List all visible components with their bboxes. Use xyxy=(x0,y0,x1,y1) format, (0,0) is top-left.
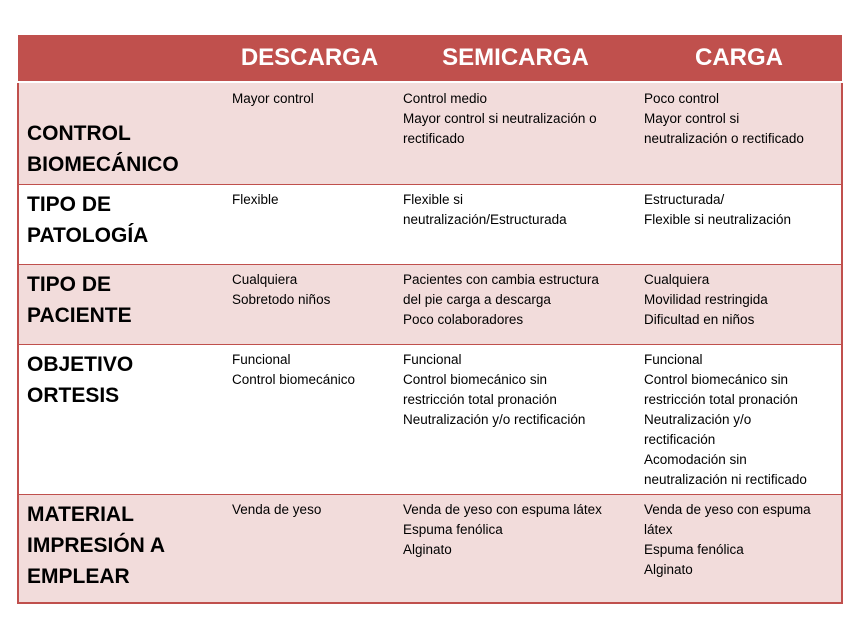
header-row xyxy=(18,35,842,82)
row-label-material-impresion xyxy=(18,495,224,604)
cell-line: Movilidad restringida xyxy=(644,292,768,307)
row-label-line: IMPRESIÓN A xyxy=(27,534,166,557)
comparison-table xyxy=(17,35,843,604)
cell-line: Cualquiera xyxy=(644,272,710,287)
row-label-line: ORTESIS xyxy=(27,384,120,407)
cell-carga xyxy=(636,82,842,185)
cell-semicarga xyxy=(395,185,636,265)
cell-carga xyxy=(636,495,842,604)
cell-descarga xyxy=(224,185,395,265)
header-carga: CARGA xyxy=(636,35,842,82)
cell-line: Control medio xyxy=(403,91,488,106)
row-label-tipo-de-patologia xyxy=(18,185,224,265)
cell-line: Mayor control si xyxy=(644,111,740,126)
cell-line: Control biomecánico xyxy=(232,372,356,387)
cell-semicarga xyxy=(395,495,636,604)
header-descarga: DESCARGA xyxy=(224,35,395,82)
row-label-line: TIPO DE xyxy=(27,193,112,216)
cell-line: látex xyxy=(644,522,673,537)
cell-line: Funcional xyxy=(403,352,462,367)
cell-line: restricción total pronación xyxy=(644,392,798,407)
cell-line: Mayor control xyxy=(232,91,314,106)
cell-line: Venda de yeso con espuma látex xyxy=(403,502,602,517)
row-label-line: EMPLEAR xyxy=(27,565,130,588)
cell-line: Control biomecánico sin xyxy=(403,372,548,387)
cell-line: Espuma fenólica xyxy=(403,522,503,537)
cell-line: neutralización ni rectificado xyxy=(644,472,807,487)
cell-carga xyxy=(636,345,842,495)
cell-line: Venda de yeso xyxy=(232,502,322,517)
cell-line: restricción total pronación xyxy=(403,392,557,407)
cell-line: Venda de yeso con espuma xyxy=(644,502,811,517)
cell-line: Pacientes con cambia estructura xyxy=(403,272,599,287)
row-label-line: PATOLOGÍA xyxy=(27,224,149,247)
row-label-tipo-de-paciente xyxy=(18,265,224,345)
cell-descarga xyxy=(224,345,395,495)
cell-line: Mayor control si neutralización o xyxy=(403,111,597,126)
row-label-line: OBJETIVO xyxy=(27,353,134,376)
cell-line: Flexible si neutralización xyxy=(644,212,792,227)
cell-line: Neutralización y/o xyxy=(644,412,752,427)
cell-line: Flexible xyxy=(232,192,279,207)
cell-semicarga xyxy=(395,265,636,345)
cell-line: neutralización/Estructurada xyxy=(403,212,567,227)
cell-line: rectificación xyxy=(644,432,716,447)
cell-line: Sobretodo niños xyxy=(232,292,331,307)
cell-line: Espuma fenólica xyxy=(644,542,744,557)
header-semicarga: SEMICARGA xyxy=(395,35,636,82)
cell-line: Neutralización y/o rectificación xyxy=(403,412,586,427)
cell-line: Funcional xyxy=(644,352,703,367)
cell-line: Control biomecánico sin xyxy=(644,372,789,387)
cell-line: Acomodación sin xyxy=(644,452,747,467)
cell-line: Alginato xyxy=(644,562,693,577)
cell-line: Alginato xyxy=(403,542,452,557)
cell-line: Funcional xyxy=(232,352,291,367)
row-label-line: CONTROL xyxy=(27,122,131,145)
row-label-control-biomecanico xyxy=(18,82,224,185)
cell-line: Cualquiera xyxy=(232,272,298,287)
cell-line: Poco colaboradores xyxy=(403,312,524,327)
cell-line: rectificado xyxy=(403,131,465,146)
row-label-objetivo-ortesis xyxy=(18,345,224,495)
cell-carga xyxy=(636,265,842,345)
row-label-line: PACIENTE xyxy=(27,304,132,327)
table-row xyxy=(18,82,842,185)
cell-descarga xyxy=(224,495,395,604)
cell-descarga xyxy=(224,82,395,185)
cell-semicarga xyxy=(395,345,636,495)
cell-semicarga xyxy=(395,82,636,185)
table-row xyxy=(18,495,842,604)
cell-descarga xyxy=(224,265,395,345)
cell-carga xyxy=(636,185,842,265)
header-corner xyxy=(18,35,224,82)
cell-line: Estructurada/ xyxy=(644,192,725,207)
cell-line: Poco control xyxy=(644,91,720,106)
cell-line: Flexible si xyxy=(403,192,464,207)
row-label-line: MATERIAL xyxy=(27,503,134,526)
cell-line: del pie carga a descarga xyxy=(403,292,551,307)
cell-line: neutralización o rectificado xyxy=(644,131,804,146)
row-label-line: TIPO DE xyxy=(27,273,112,296)
cell-line: Dificultad en niños xyxy=(644,312,755,327)
table-row xyxy=(18,185,842,265)
table-row xyxy=(18,345,842,495)
table-row xyxy=(18,265,842,345)
row-label-line: BIOMECÁNICO xyxy=(27,153,179,176)
